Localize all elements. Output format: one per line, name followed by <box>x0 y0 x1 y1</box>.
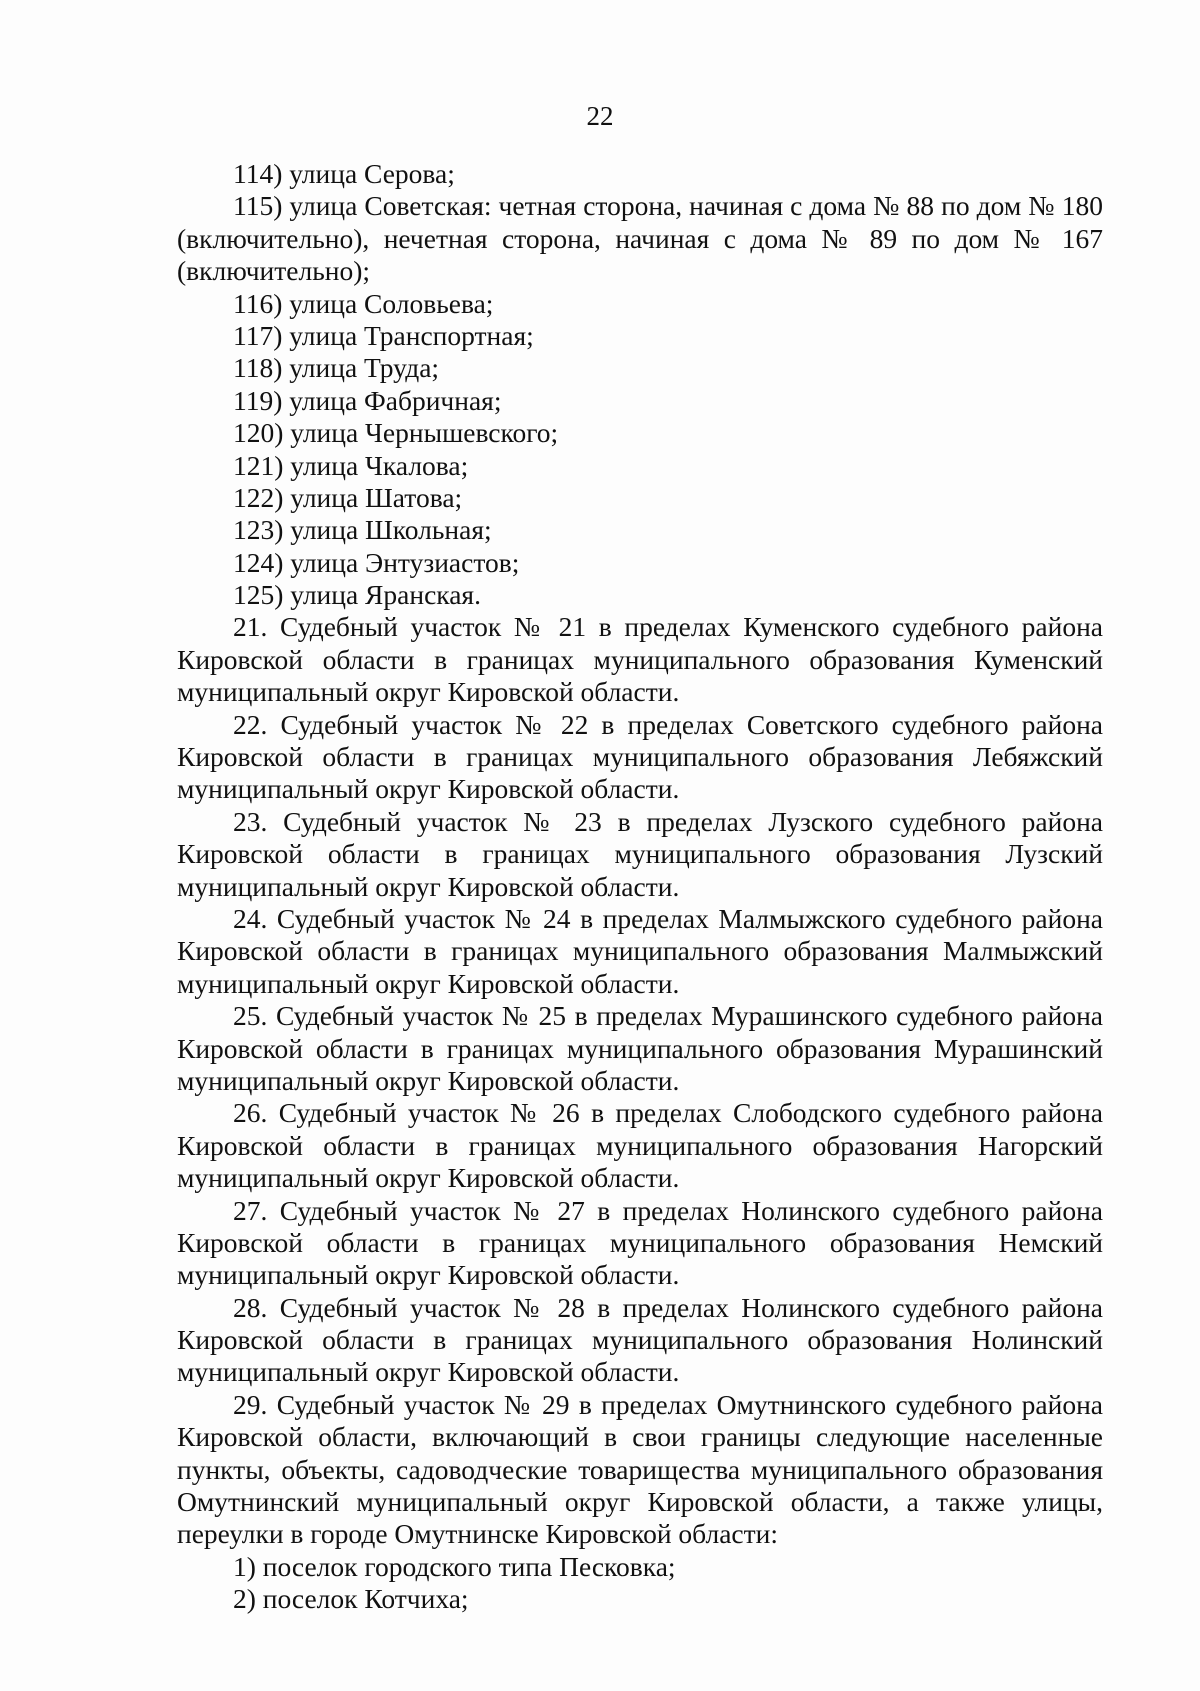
text-line: муниципальный округ Кировской области. <box>177 773 680 805</box>
text-line: Кировской области, включающий в свои границы следующие населенные <box>177 1421 1103 1453</box>
text-line: Кировской области в границах муниципального образования Нолинский <box>177 1324 1103 1356</box>
text-line: 116) улица Соловьева; <box>233 287 494 319</box>
text-line: муниципальный округ Кировской области. <box>177 967 680 999</box>
text-line: 24. Судебный участок № 24 в пределах Малмыжского судебного района <box>233 902 1103 934</box>
text-line: Кировской области в границах муниципального образования Мурашинский <box>177 1032 1103 1064</box>
text-line: 119) улица Фабричная; <box>233 384 502 416</box>
text-line: 27. Судебный участок № 27 в пределах Нолинского судебного района <box>233 1194 1103 1226</box>
text-line: муниципальный округ Кировской области. <box>177 1259 680 1291</box>
text-line: Кировской области в границах муниципального образования Немский <box>177 1226 1103 1258</box>
text-line: муниципальный округ Кировской области. <box>177 1356 680 1388</box>
text-line: 118) улица Труда; <box>233 352 440 384</box>
text-line: 28. Судебный участок № 28 в пределах Нолинского судебного района <box>233 1291 1103 1323</box>
text-line: 26. Судебный участок № 26 в пределах Слободского судебного района <box>233 1097 1103 1129</box>
text-line: 120) улица Чернышевского; <box>233 417 559 449</box>
text-line: Кировской области в границах муниципального образования Лебяжский <box>177 741 1103 773</box>
text-line: 1) поселок городского типа Песковка; <box>233 1550 676 1582</box>
text-line: Кировской области в границах муниципального образования Малмыжский <box>177 935 1103 967</box>
text-line: 124) улица Энтузиастов; <box>233 546 520 578</box>
text-line: 125) улица Яранская. <box>233 579 481 611</box>
text-line: Кировской области в границах муниципального образования Лузский <box>177 838 1103 870</box>
text-line: 122) улица Шатова; <box>233 481 463 513</box>
document-body <box>177 158 1103 1616</box>
text-line: 123) улица Школьная; <box>233 514 492 546</box>
text-line: переулки в городе Омутнинске Кировской области: <box>177 1518 778 1550</box>
text-line: (включительно), нечетная сторона, начиная с дома № 89 по дом № 167 <box>177 222 1103 254</box>
text-line: пункты, объекты, садоводческие товарищества муниципального образования <box>177 1453 1103 1485</box>
text-line: 117) улица Транспортная; <box>233 319 534 351</box>
text-line: Кировской области в границах муниципального образования Нагорский <box>177 1129 1103 1161</box>
text-line: Кировской области в границах муниципального образования Куменский <box>177 643 1103 675</box>
text-line: муниципальный округ Кировской области. <box>177 1064 680 1096</box>
text-line: 23. Судебный участок № 23 в пределах Лузского судебного района <box>233 805 1103 837</box>
text-line: муниципальный округ Кировской области. <box>177 1162 680 1194</box>
text-line: 21. Судебный участок № 21 в пределах Куменского судебного района <box>233 611 1103 643</box>
page-number: 22 <box>586 101 614 131</box>
text-line: 2) поселок Котчиха; <box>233 1583 469 1615</box>
text-line: 25. Судебный участок № 25 в пределах Мурашинского судебного района <box>233 1000 1103 1032</box>
text-line: 115) улица Советская: четная сторона, начиная с дома № 88 по дом № 180 <box>233 190 1103 222</box>
text-line: 114) улица Серова; <box>233 158 455 189</box>
text-line: Омутнинский муниципальный округ Кировской области, а также улицы, <box>177 1486 1103 1518</box>
text-line: муниципальный округ Кировской области. <box>177 676 680 708</box>
text-line: (включительно); <box>177 255 371 287</box>
text-line: 22. Судебный участок № 22 в пределах Советского судебного района <box>233 708 1103 740</box>
text-line: 29. Судебный участок № 29 в пределах Омутнинского судебного района <box>233 1388 1103 1420</box>
text-line: муниципальный округ Кировской области. <box>177 870 680 902</box>
text-line: 121) улица Чкалова; <box>233 449 469 481</box>
